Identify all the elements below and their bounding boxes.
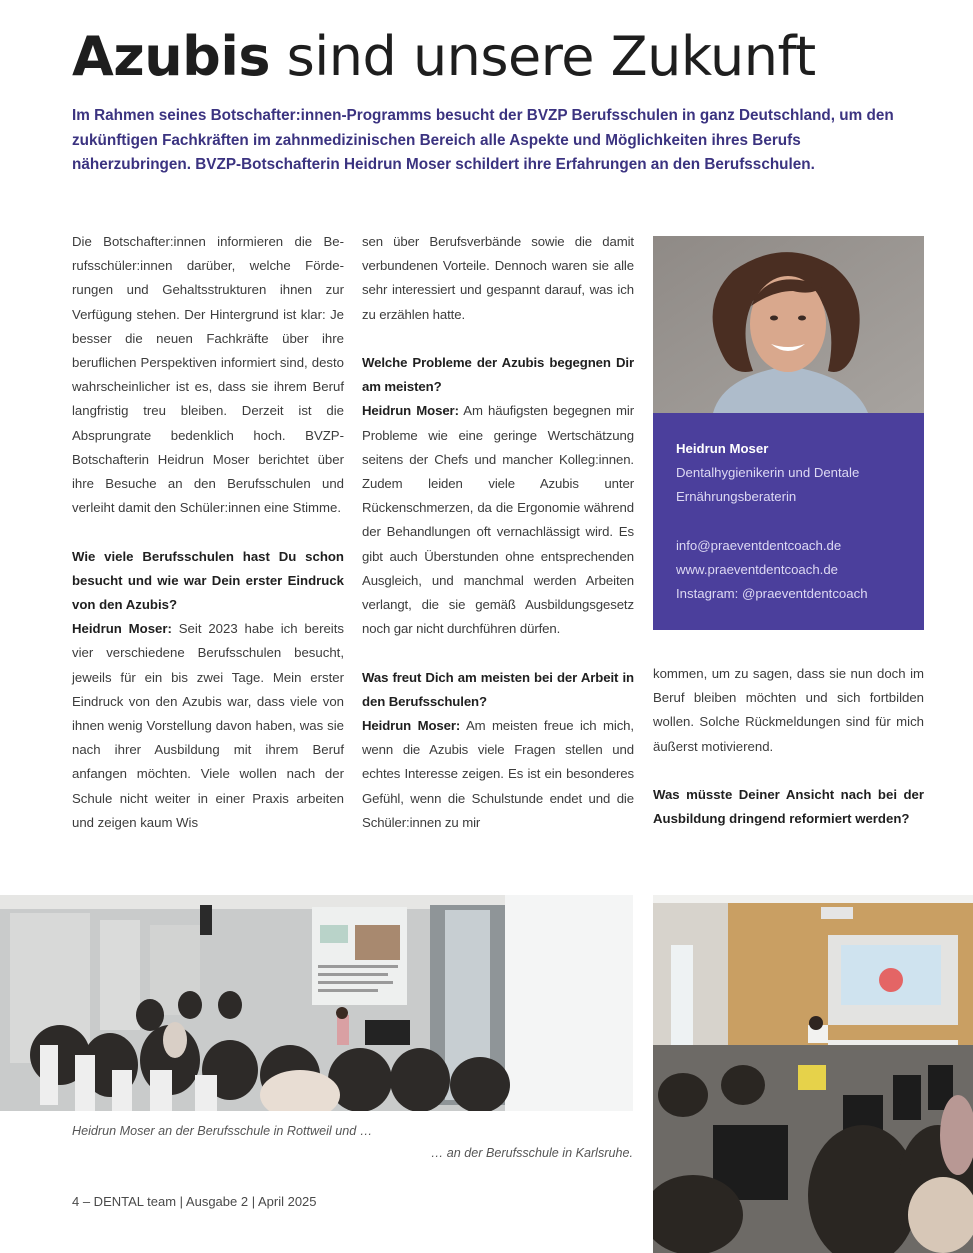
column-1 — [72, 230, 344, 859]
question-3: Was freut Dich am meisten bei der Arbeit in den Berufsschulen? — [362, 669, 634, 709]
question-4: Was müsste Deiner Ansicht nach bei der Ausbildung dringend reformiert werden? — [653, 787, 924, 827]
photo-rottweil-classroom — [0, 895, 633, 1111]
answer-2 — [362, 399, 634, 641]
page-footer: 4 – DENTAL team | Ausgabe 2 | April 2025 — [72, 1194, 317, 1209]
speaker-label: Heidrun Moser: — [362, 403, 459, 419]
answer-1-text: Seit 2023 habe ich bereits vier verschiedene Berufsschulen besucht, jeweils für ein bis zwei Tage. Mein erster Eindruck von den Azubis war, dass viele von ihnen wenig Vorstellung davon haben, was sie nach ihrer Ausbildung mit ihrem Beruf anfangen möchten. Viele wollen nach der Schule nicht weiter in einer Praxis arbeiten und zeigen kaum Wis — [72, 621, 344, 830]
answer-3-text: Am meisten freue ich mich, wenn die Azubis viele Fragen stellen und echtes Interesse zeigen. Es ist ein besonderes Gefühl, wenn die Schulstunde endet und die Schüler:innen zu mir — [362, 718, 634, 830]
speaker-label: Heidrun Moser: — [362, 718, 461, 734]
title-bold: Azubis — [72, 25, 270, 88]
profile-name: Heidrun Moser — [676, 441, 769, 456]
photo-karlsruhe-classroom — [653, 895, 973, 1253]
answer-2-text: Am häufigsten begegnen mir Probleme wie eine geringe Wertschätzung seitens der Chefs und mancher Kolleg:innen. Zudem leiden viele Azubis unter Rückenschmerzen, da die Ergonomie während der Behandlungen oft vernachlässigt wird. Es gibt auch Überstunden ohne entsprechenden Ausgleich, und manchmal werden Arbeiten verlangt, die sie gemäß Ausbildungsgesetz noch gar nicht durchführen dürfen. — [362, 403, 634, 637]
profile-website-link[interactable]: www.praeventdentcoach.de — [676, 562, 839, 577]
profile-box — [653, 236, 924, 630]
profile-instagram-link[interactable]: Instagram: @praeventdentcoach — [676, 586, 868, 602]
answer-1-part-2: sen über Berufsverbände sowie die damit verbundenen Vorteile. Dennoch waren sie alle sehr interessiert und gespannt darauf, was ich zu erzählen hatte. — [362, 234, 634, 322]
answer-3-part-2: kommen, um zu sagen, dass sie nun doch im Beruf bleiben möchten und sich fortbilden wollen. Solche Rückmeldungen sind für mich äußerst motivierend. — [653, 666, 924, 754]
article-title — [72, 22, 816, 92]
column-2 — [362, 230, 634, 859]
title-rest: sind unsere Zukunft — [269, 25, 816, 88]
question-2: Welche Probleme der Azubis begegnen Dir am meisten? — [362, 355, 634, 395]
answer-3-part-1 — [362, 714, 634, 835]
answer-1-part-1 — [72, 617, 344, 835]
portrait-photo — [653, 236, 924, 413]
profile-role: Dentalhygienikerin und Dentale Ernährungsberaterin — [676, 465, 860, 505]
profile-details — [653, 413, 924, 606]
profile-email-link[interactable]: info@praeventdentcoach.de — [676, 537, 842, 553]
caption-photo-rottweil: Heidrun Moser an der Berufsschule in Rottweil und … — [72, 1124, 373, 1138]
intro-paragraph: Die Botschafter:innen informieren die Berufsschüler:innen darüber, welche Förderungen und Gehaltsstrukturen ihnen zur Verfügung stehen. Der Hintergrund ist klar: Je besser die neuen Fachkräfte über ihre beruflichen Perspektiven informiert sind, desto wahrscheinlicher ist es, dass sie ihrem Beruf langfristig treu bleiben. Derzeit ist die Absprungrate bedenklich hoch. BVZP-Botschafterin Heidrun Moser berichtet über ihre Besuche an den Berufsschulen und verleiht damit den Schüler:innen eine Stimme. — [72, 234, 344, 516]
question-1: Wie viele Berufsschulen hast Du schon besucht und wie war Dein erster Eindruck von den Azubis? — [72, 548, 344, 613]
column-3 — [653, 662, 924, 831]
caption-photo-karlsruhe: … an der Berufsschule in Karlsruhe. — [430, 1146, 633, 1160]
speaker-label: Heidrun Moser: — [72, 621, 172, 637]
article-lead: Im Rahmen seines Botschafter:innen-Programms besucht der BVZP Berufsschulen in ganz Deutschland, um den zukünftigen Fachkräften im zahnmedizinischen Bereich alle Aspekte und Möglichkeiten ihres Berufs näherzubringen. BVZP-Botschafterin Heidrun Moser schildert ihre Erfahrungen an den Berufsschulen. — [72, 107, 894, 173]
